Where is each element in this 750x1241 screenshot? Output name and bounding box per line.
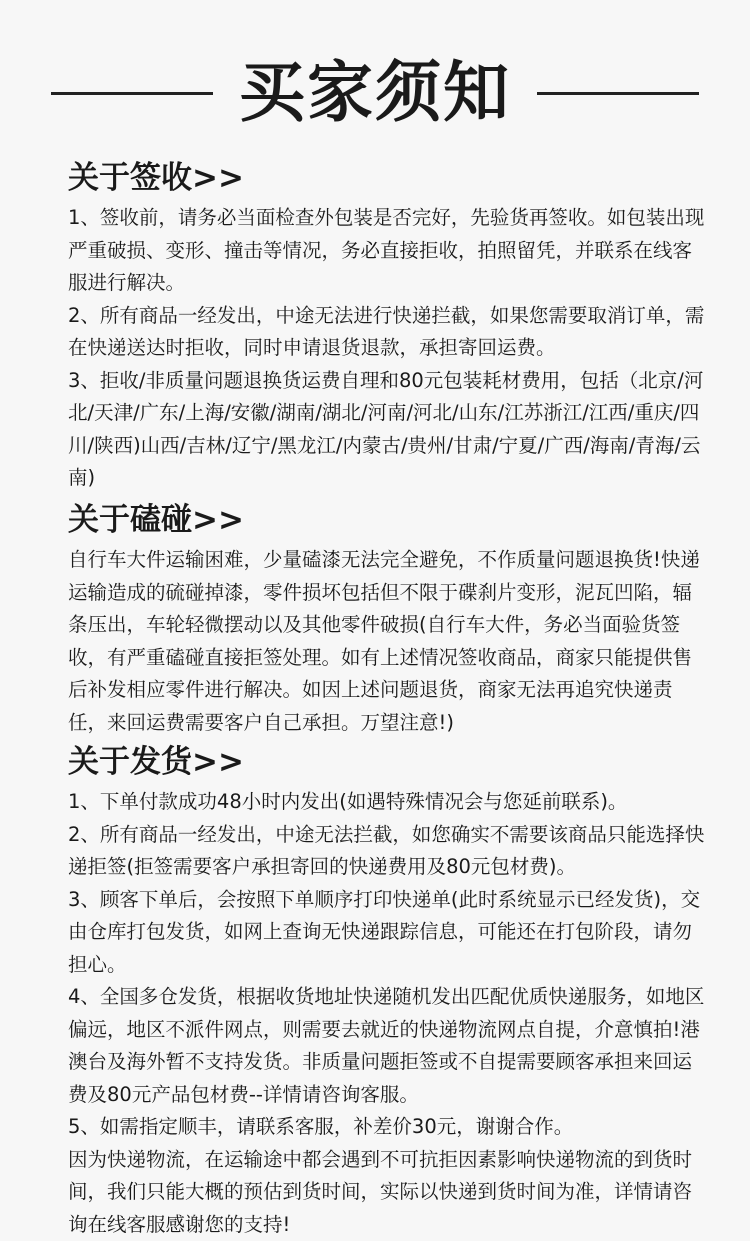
section-body-shipping — [68, 786, 708, 1241]
signing-paragraph-2: 2、所有商品一经发出，中途无法进行快递拦截，如果您需要取消订单，需在快递送达时拒收，同时申请退货退款，承担寄回运费。 — [68, 300, 708, 365]
shipping-paragraph-2: 2、所有商品一经发出，中途无法拦截，如您确实不需要该商品只能选择快递拒签(拒签需要客户承担寄回的快递费用及80元包材费)。 — [68, 819, 708, 884]
shipping-paragraph-4: 4、全国多仓发货，根据收货地址快递随机发出匹配优质快递服务，如地区偏远，地区不派件网点，则需要去就近的快递物流网点自提，介意慎拍!港澳台及海外暂不支持发货。非质量问题拒签或不自提需要顾客承担来回运费及80元产品包材费--详情请咨询客服。 — [68, 981, 708, 1111]
title-rule-left — [51, 92, 213, 95]
section-heading-shipping: 关于发货>> — [68, 742, 708, 782]
shipping-paragraph-6: 因为快递物流，在运输途中都会遇到不可抗拒因素影响快递物流的到货时间，我们只能大概的预估到货时间，实际以快递到货时间为准，详情请咨询在线客服感谢您的支持! — [68, 1144, 708, 1241]
bumping-paragraph-1: 自行车大件运输困难，少量磕漆无法完全避免，不作质量问题退换货!快递运输造成的硫碰掉漆，零件损坏包括但不限于碟刹片变形，泥瓦凹陷，辐条压出，车轮轻微摆动以及其他零件破损(自行车大件，务必当面验货签收，有严重磕碰直接拒签处理。如有上述情况签收商品，商家只能提供售后补发相应零件进行解决。如因上述问题退货，商家无法再追究快递责任，来回运费需要客户自己承担。万望注意!) — [68, 544, 708, 739]
shipping-paragraph-3: 3、顾客下单后，会按照下单顺序打印快递单(此时系统显示已经发货)，交由仓库打包发货，如网上查询无快递跟踪信息，可能还在打包阶段，请勿担心。 — [68, 884, 708, 982]
section-bumping — [68, 500, 708, 739]
section-signing — [68, 158, 708, 495]
page-title: 买家须知 — [239, 48, 511, 138]
signing-paragraph-3: 3、拒收/非质量问题退换货运费自理和80元包装耗材费用，包括（北京/河北/天津/广东/上海/安徽/湖南/湖北/河南/河北/山东/江苏浙江/江西/重庆/四川/陕西)山西/吉林/辽宁/黑龙江/内蒙古/贵州/甘肃/宁夏/广西/海南/青海/云南) — [68, 365, 708, 495]
section-heading-signing: 关于签收>> — [68, 158, 708, 198]
section-body-bumping — [68, 544, 708, 739]
section-body-signing — [68, 202, 708, 495]
shipping-paragraph-5: 5、如需指定顺丰，请联系客服，补差价30元，谢谢合作。 — [68, 1111, 708, 1144]
signing-paragraph-1: 1、签收前，请务必当面检查外包装是否完好，先验货再签收。如包装出现严重破损、变形、撞击等情况，务必直接拒收，拍照留凭，并联系在线客服进行解决。 — [68, 202, 708, 300]
title-rule-right — [537, 92, 699, 95]
shipping-paragraph-1: 1、下单付款成功48小时内发出(如遇特殊情况会与您延前联系)。 — [68, 786, 708, 819]
section-shipping — [68, 742, 708, 1241]
section-heading-bumping: 关于磕碰>> — [68, 500, 708, 540]
title-row — [0, 48, 750, 138]
